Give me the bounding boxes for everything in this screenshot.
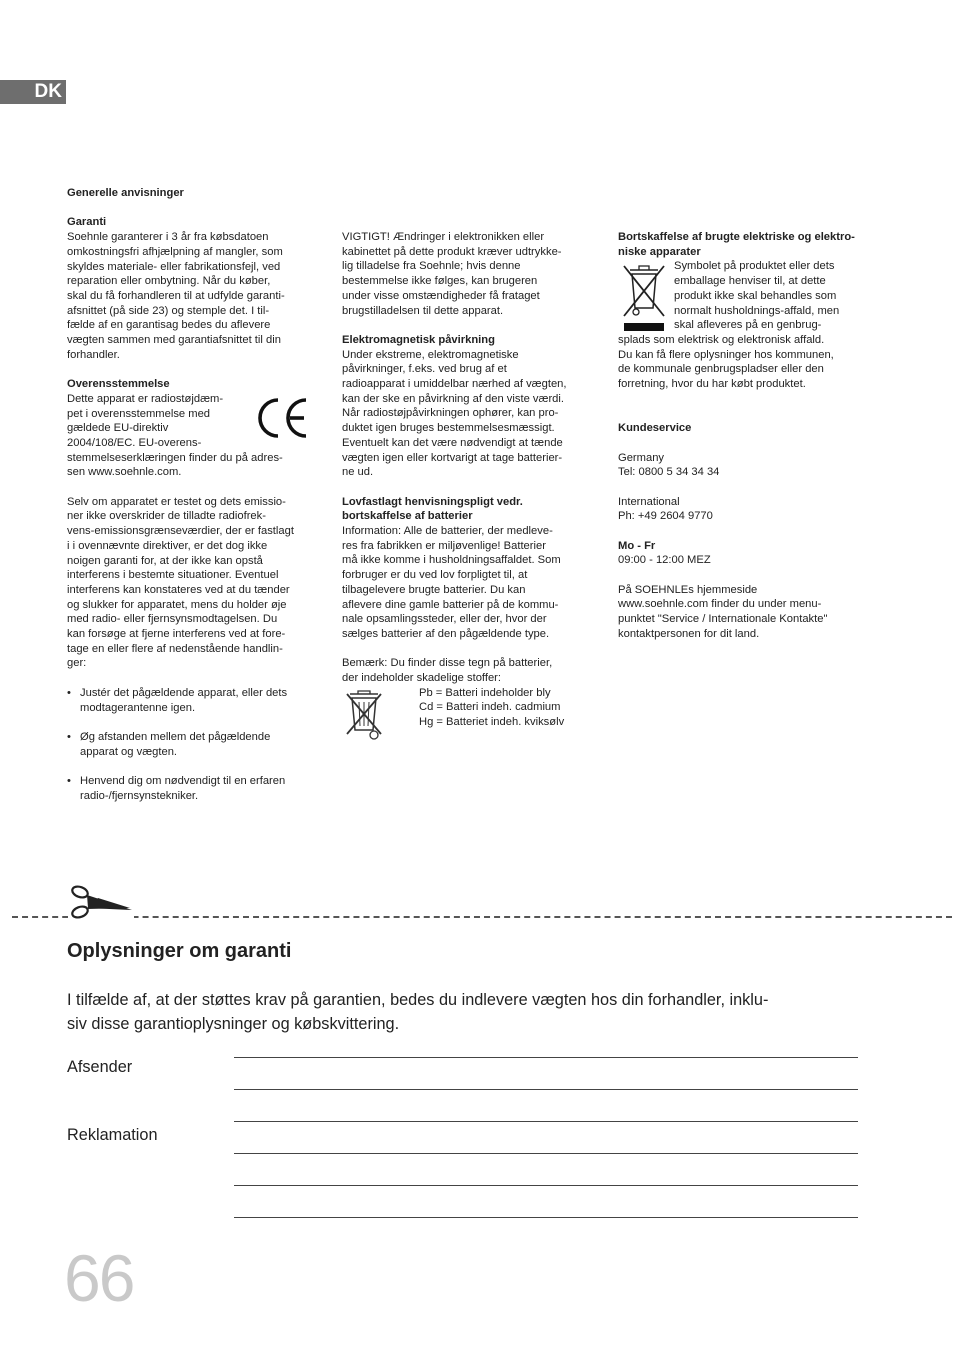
note-text: Bemærk: Du finder disse tegn på batterier, der indeholder skadelige stoffer:: [342, 657, 553, 685]
claim-line-3[interactable]: [234, 1185, 858, 1186]
conformity-text: Dette apparat er radiostøjdæm- pet i overensstemmelse med gældede EU-direktiv 2004/108/EC. EU-overens- stemmelseserklæringen finder du på adres- sen www.soehnle.com.: [67, 392, 283, 479]
sender-line-1[interactable]: [234, 1057, 858, 1058]
hours-title: Mo - Fr: [618, 539, 656, 552]
website-text: På SOEHNLEs hjemmeside www.soehnle.com finder du under menu- punktet "Service / Internationale Kontakte" kontaktpersonen for dit land.: [618, 583, 828, 640]
heading-general: Generelle anvisninger: [67, 187, 184, 199]
claim-line-1[interactable]: [234, 1121, 858, 1122]
battery-disposal-text: Information: Alle de batterier, der medleve- res fra fabrikken er miljøvenlige! Batterier må ikke komme i husholdningsaffaldet. Som forbruger er du ved lov forpligtet til, at tilbagelevere brugte batterier. Du kan aflevere dine gamle batterier på de kommu- nale opsamlingssteder, eller der, hvor der sælges batterier af den pågældende type.: [342, 525, 561, 640]
warranty-coupon-text: I tilfælde af, at der støttes krav på garantien, bedes du indlevere vægten hos din forhandler, inklu- siv disse garantioplysninger og købskvittering.: [67, 991, 769, 1033]
claim-line-4[interactable]: [234, 1217, 858, 1218]
important-text: VIGTIGT! Ændringer i elektronikken eller kabinettet på dette produkt kræver udtrykke- lig tilladelse fra Soehnle; hvis denne bestemmelse ikke følges, kan brugeren under visse omstændigheder få frataget brugstilladelsen til dette apparat.: [342, 231, 562, 317]
phone-international: Ph: +49 2604 9770: [618, 510, 713, 523]
heading-customer-service: Kundeservice: [618, 422, 692, 435]
warranty-text: Soehnle garanterer i 3 år fra købsdatoen omkostningsfri afhjælpning af mangler, som skyldes materiale- eller fabrikationsfejl, ved reparation eller ombytning. Når du køber, skal du få forhandleren til at udfylde garanti- afsnittet (på side 23) og stemple det. I til- fælde af en garantisag bedes du aflevere vægten sammen med garantiafsnittet til din forhandler.: [67, 231, 285, 361]
hours-value: 09:00 - 12:00 MEZ: [618, 554, 711, 567]
language-tab: DK: [0, 80, 66, 104]
interference-list: [67, 686, 312, 804]
electromagnetic-text: Under ekstreme, elektromagnetiske påvirkninger, f.eks. ved brug af et radioapparat i umiddelbar nærhed af vægten, kan der ske en påvirkning af den viste værdi. Når radiostøjpåvirkningen ophører, kan pro- duktet igen bruges bestemmelsesmæssigt. Eventuelt kan det være nødvendigt at tænde vægten igen eller kortvarigt at tage batterier- ne ud.: [342, 348, 567, 479]
country-germany: Germany: [618, 451, 665, 464]
weee-crossed-bin-icon: [620, 262, 668, 334]
list-item: • Henvend dig om nødvendigt til en erfaren radio-/fjernsynstekniker.: [67, 774, 312, 803]
warranty-coupon-title: Oplysninger om garanti: [67, 940, 292, 962]
column-1: [67, 186, 312, 803]
ce-mark-icon: [256, 396, 310, 440]
claim-label: Reklamation: [67, 1126, 158, 1144]
heading-battery-disposal: Lovfastlagt henvisningspligt vedr.: [342, 495, 523, 508]
heading-electromagnetic: Elektromagnetisk påvirkning: [342, 333, 495, 346]
heading-weee: Bortskaffelse af brugte elektriske og elektro-: [618, 231, 855, 243]
claim-line-2[interactable]: [234, 1153, 858, 1154]
scissors-icon: [68, 884, 134, 924]
column-3: Bortskaffelse af brugte elektriske og elektro- niske apparater Symbolet på produktet eller dets emballage henviser til, at dette produkt ikke skal behandles som normalt husholdnings-affald, men skal afleveres på en genbrug- splads som elektrisk og elektronisk affald. Du kan få flere oplysninger hos kommunen, de kommunale genbrugspladser eller den forretning, hvor du har købt produktet. Kundeservice Germany Tel: 0800 5 34 34 34 International Ph: +49 2604 9770 Mo - Fr 09:00 - 12:00 MEZ På SOEHNLEs hjemmeside www.soehnle.com finder du under menu- punktet "Service / Internationale Kontakte" kontaktpersonen for dit land.: [618, 230, 863, 642]
sender-label: Afsender: [67, 1058, 133, 1076]
list-item: • Øg afstanden mellem det pågældende apparat og vægten.: [67, 730, 312, 759]
column-2: VIGTIGT! Ændringer i elektronikken eller kabinettet på dette produkt kræver udtrykke- lig tilladelse fra Soehnle; hvis denne bestemmelse ikke følges, kan brugeren under visse omstændigheder få frataget brugstilladelsen til dette apparat. Elektromagnetisk påvirkning Under ekstreme, elektromagnetiske påvirkninger, f.eks. ved brug af et radioapparat i umiddelbar nærhed af vægten, kan der ske en påvirkning af den viste værdi. Når radiostøjpåvirkningen ophører, kan pro- duktet igen bruges bestemmelsesmæssigt. Eventuelt kan det være nødvendigt at tænde vægten igen eller kortvarigt at tage batterier- ne ud. Lovfastlagt henvisningspligt vedr. bortskaffelse af batterier Information: Alle de batterier, der medleve- res fra fabrikken er miljøvenlige! Batterier må ikke komme i husholdningsaffaldet. Som forbruger er du ved lov forpligtet til, at tilbagelevere brugte batterier. Du kan aflevere dine gamle batterier på de kommu- nale opsamlingssteder, eller der, hvor der sælges batterier af den pågældende type. Bemærk: Du finder disse tegn på batterier, der indeholder skadelige stoffer: Pb = Batteri indeholder bly Cd = Batteri indeh. cadmium Hg = Batteriet indeh. kviksølv: [342, 230, 588, 730]
phone-germany: Tel: 0800 5 34 34 34: [618, 466, 720, 479]
emission-text: Selv om apparatet er testet og dets emissio- ner ikke overskrider de tilladte radiofrek- vens-emissionsgrænseværdier, der er fastlagt i i ovennævnte direktiver, er det dog ikke noigen garanti for, at der ikke kan opstå interferens i bestemte situationer. Eventuel interferens kan konstateres ved at du tænder og slukker for apparatet, mens du holder øje med radio- eller fjernsynsmodtagelsen. Du kan forsøge at fjerne interferens ved at fore- tage en eller flere af nedenstående handlin- ger:: [67, 495, 294, 670]
cut-line: [12, 916, 952, 918]
sender-line-2[interactable]: [234, 1089, 858, 1090]
page-number: 66: [64, 1241, 134, 1315]
heading-conformity: Overensstemmelse: [67, 378, 170, 391]
list-item: • Justér det pågældende apparat, eller dets modtagerantenne igen.: [67, 686, 312, 715]
battery-codes: Pb = Batteri indeholder bly Cd = Batteri indeh. cadmium Hg = Batteriet indeh. kviksølv: [419, 686, 565, 729]
crossed-bin-battery-icon: [344, 688, 384, 742]
weee-text: splads som elektrisk og elektronisk affald. Du kan få flere oplysninger hos kommunen, de kommunale genbrugspladser eller den forretning, hvor du har købt produktet.: [618, 333, 834, 391]
weee-text-indent: Symbolet på produktet eller dets emballage henviser til, at dette produkt ikke skal behandles som normalt husholdnings-affald, men skal afleveres på en genbrug-: [674, 260, 840, 332]
heading-warranty: Garanti: [67, 216, 107, 229]
country-international: International: [618, 495, 680, 508]
